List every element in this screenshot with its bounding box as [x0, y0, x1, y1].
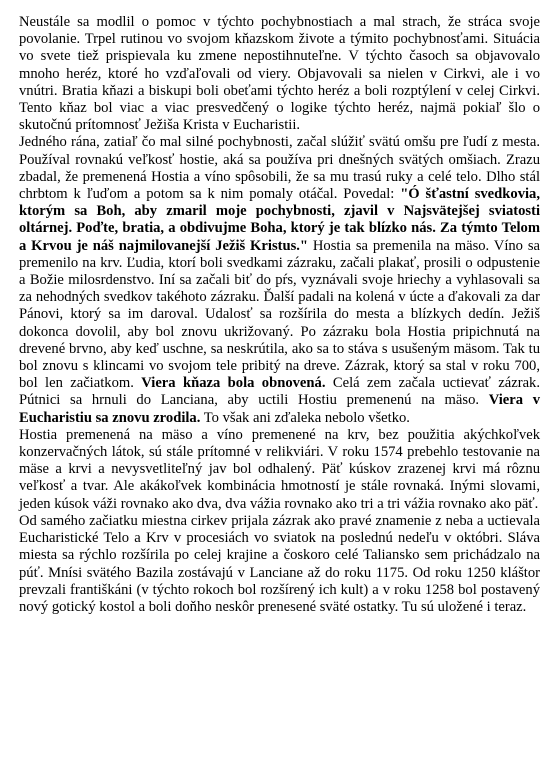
- text-run: To však ani zďaleka nebolo všetko.: [200, 409, 410, 426]
- text-run: Celá zem začala uctievať zázrak. Pútnici sa hrnuli do Lanciana, aby uctili Hostiu premenenú na mäso.: [19, 375, 540, 409]
- paragraph-1: [19, 14, 540, 134]
- paragraph-4: [19, 513, 540, 616]
- paragraph-2: [19, 134, 540, 426]
- text-run: Neustále sa modlil o pomoc v týchto pochybnostiach a mal strach, že stráca svoje povolanie. Trpel rutinou vo svojom kňazskom živote a týmito pochybnosťami. Situácia vo svete tiež prispievala ku zmene nepostihnuteľne. V týchto časoch sa objavovalo mnoho heréz, ktoré ho vzďaľovali od viery. Objavovali sa nielen v Cirkvi, ale i vo vnútri. Bratia kňazi a biskupi boli obeťami týchto heréz a boli rozptýlení v celej Cirkvi. Tento kňaz bol viac a viac presvedčený o logike týchto heréz, najmä pokiaľ šlo o skutočnú prítomnosť Ježiša Krista v Eucharistii.: [19, 14, 540, 134]
- bold-phrase: Viera kňaza bola obnovená.: [141, 375, 326, 392]
- text-run: Hostia premenená na mäso a víno premenené na krv, bez použitia akýchkoľvek konzervačných látok, sú stále prítomné v relikviári. V roku 1574 prebehlo testovanie na mäse a krvi a nevysvetliteľný jav bol odhalený. Päť kúskov zrazenej krvi má rôznu veľkosť a tvar. Ale akákoľvek kombinácia hmotností je stále rovnaká. Inými slovami, jeden kúsok váži rovnako ako dva, dva vážia rovnako ako tri a tri vážia rovnako ako päť.: [19, 426, 540, 512]
- bold-quote: "Ó šťastní svedkovia, ktorým sa Boh, aby zmaril moje pochybnosti, zjavil v Najsvätejšej sviatosti oltárnej. Poďte, bratia, a obdivujme Boha, ktorý je tak blízko nás. Za týmto Telom a Krvou je náš najmilovanejší Ježiš Kristus.": [19, 186, 540, 254]
- text-run: Hostia sa premenila na mäso. Víno sa premenilo na krv. Ľudia, ktorí boli svedkami zázraku, začali plakať, prosili o odpustenie a Božie milosrdenstvo. Iní sa začali biť do pŕs, vyznávali svoje hriechy a vyhlasovali sa za nehodných svedkov takéhoto zázraku. Ďalší padali na kolená v úcte a ďakovali za dar Pánovi, ktorý sa im daroval. Udalosť sa rozšírila do mesta a blízkych dedín. Ježiš dokonca dovolil, aby bol znovu ukrižovaný. Po zázraku bola Hostia pripichnutá na drevené brvno, aby keď uschne, sa neskrútila, ako sa to stáva s usušeným mäsom. Tak tu bol znovu s klincami vo svojom tele pribitý na dreve. Zázrak, ktorý sa stal v roku 700, bol len začiatkom.: [19, 237, 540, 392]
- bold-phrase: Viera v Eucharistiu sa znovu zrodila.: [19, 392, 541, 426]
- text-run: Od samého začiatku miestna cirkev prijala zázrak ako pravé znamenie z neba a uctievala Eucharistické Telo a Krv v procesiách vo sviatok na poslednú nedeľu v októbri. Sláva miesta sa rýchlo rozšírila po celej krajine a čoskoro celé Taliansko sem prichádzalo na púť. Mnísi svätého Bazila zostávajú v Lanciane až do roku 1175. Od roku 1250 kláštor prevzali františkáni (v týchto rokoch bol rozšírený ich kult) a v roku 1258 bol postavený nový gotický kostol a boli doňho neskôr prenesené sväté ostatky. Tu sú uložené i teraz.: [19, 512, 540, 615]
- paragraph-3: [19, 427, 540, 513]
- text-run: Jedného rána, zatiaľ čo mal silné pochybnosti, začal slúžiť svätú omšu pre ľudí z mesta. Používal rovnakú veľkosť hostie, aká sa používa pri dnešných svätých omšiach. Zrazu zbadal, že premenená Hostia a víno spôsobili, že sa mu trasú ruky a celé telo. Dlho stál chrbtom k ľuďom a potom sa k nim pomaly otáčal. Povedal:: [19, 134, 540, 203]
